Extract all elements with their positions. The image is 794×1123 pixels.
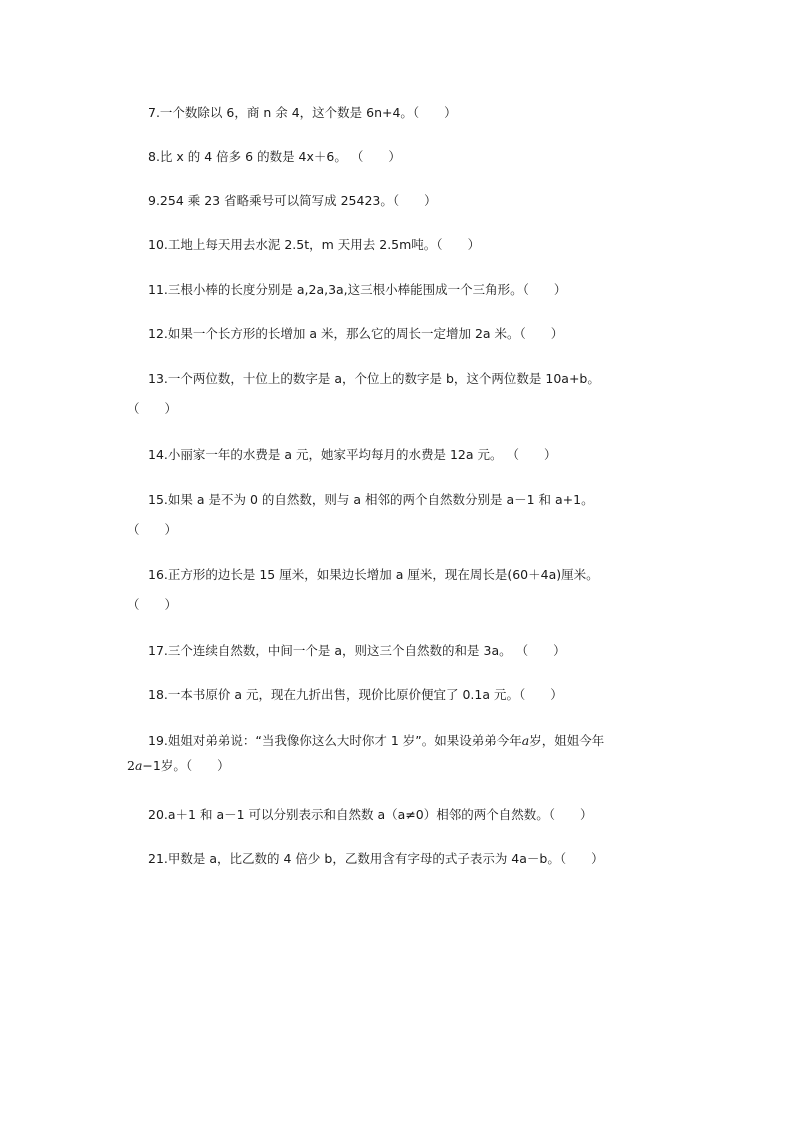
question-text-part: 岁，姐姐今年: [529, 733, 605, 748]
question-18: [127, 684, 667, 706]
question-text-continued: [127, 755, 667, 777]
question-text: 9.254 乘 23 省略乘号可以简写成 25423。（ ）: [148, 193, 437, 208]
question-text: 10.工地上每天用去水泥 2.5t，m 天用去 2.5m吨。（ ）: [148, 237, 481, 252]
question-8: [127, 146, 667, 168]
answer-blank: （ ）: [127, 597, 178, 612]
answer-blank: （ ）: [127, 522, 178, 537]
question-20: [127, 804, 667, 826]
question-12: [127, 323, 667, 345]
question-16: [127, 564, 667, 616]
question-text: 8.比 x 的 4 倍多 6 的数是 4x＋6。 （ ）: [148, 149, 401, 164]
question-text: 21.甲数是 a，比乙数的 4 倍少 b，乙数用含有字母的式子表示为 4a－b。（ ）: [148, 851, 604, 866]
question-text: 15.如果 a 是不为 0 的自然数，则与 a 相邻的两个自然数分别是 a－1 和 a+1。: [148, 492, 594, 507]
question-11: [127, 279, 667, 301]
question-17: [127, 640, 667, 662]
question-text-part: 19.姐姐对弟弟说：“当我像你这么大时你才 1 岁”。如果设弟弟今年: [148, 733, 522, 748]
question-15: [127, 489, 667, 541]
question-13: [127, 368, 667, 420]
question-text: 18.一本书原价 a 元，现在九折出售，现价比原价便宜了 0.1a 元。（ ）: [148, 687, 563, 702]
question-9: [127, 190, 667, 212]
question-14: [127, 444, 667, 466]
question-text: 14.小丽家一年的水费是 a 元，她家平均每月的水费是 12a 元。 （ ）: [148, 447, 557, 462]
variable-a: a: [521, 733, 530, 748]
coefficient: 2: [127, 758, 135, 773]
question-19: [127, 730, 667, 777]
question-text: 20.a＋1 和 a－1 可以分别表示和自然数 a（a≠0）相邻的两个自然数。（ ）: [148, 807, 593, 822]
question-text: [127, 730, 667, 752]
question-text: 12.如果一个长方形的长增加 a 米，那么它的周长一定增加 2a 米。（ ）: [148, 326, 564, 341]
question-text: 7.一个数除以 6，商 n 余 4，这个数是 6n+4。（ ）: [148, 105, 457, 120]
question-text: 17.三个连续自然数，中间一个是 a，则这三个自然数的和是 3a。 （ ）: [148, 643, 566, 658]
question-text: 16.正方形的边长是 15 厘米，如果边长增加 a 厘米，现在周长是(60＋4a)厘米。: [148, 567, 599, 582]
variable-a: a: [134, 758, 143, 773]
question-7: [127, 102, 667, 124]
question-21: [127, 848, 667, 870]
question-text: 11.三根小棒的长度分别是 a,2a,3a,这三根小棒能围成一个三角形。（ ）: [148, 282, 567, 297]
answer-blank: （ ）: [127, 401, 178, 416]
question-10: [127, 234, 667, 256]
question-text-part: −1岁。（ ）: [142, 758, 230, 773]
question-text: 13.一个两位数，十位上的数字是 a，个位上的数字是 b，这个两位数是 10a+b。: [148, 371, 600, 386]
